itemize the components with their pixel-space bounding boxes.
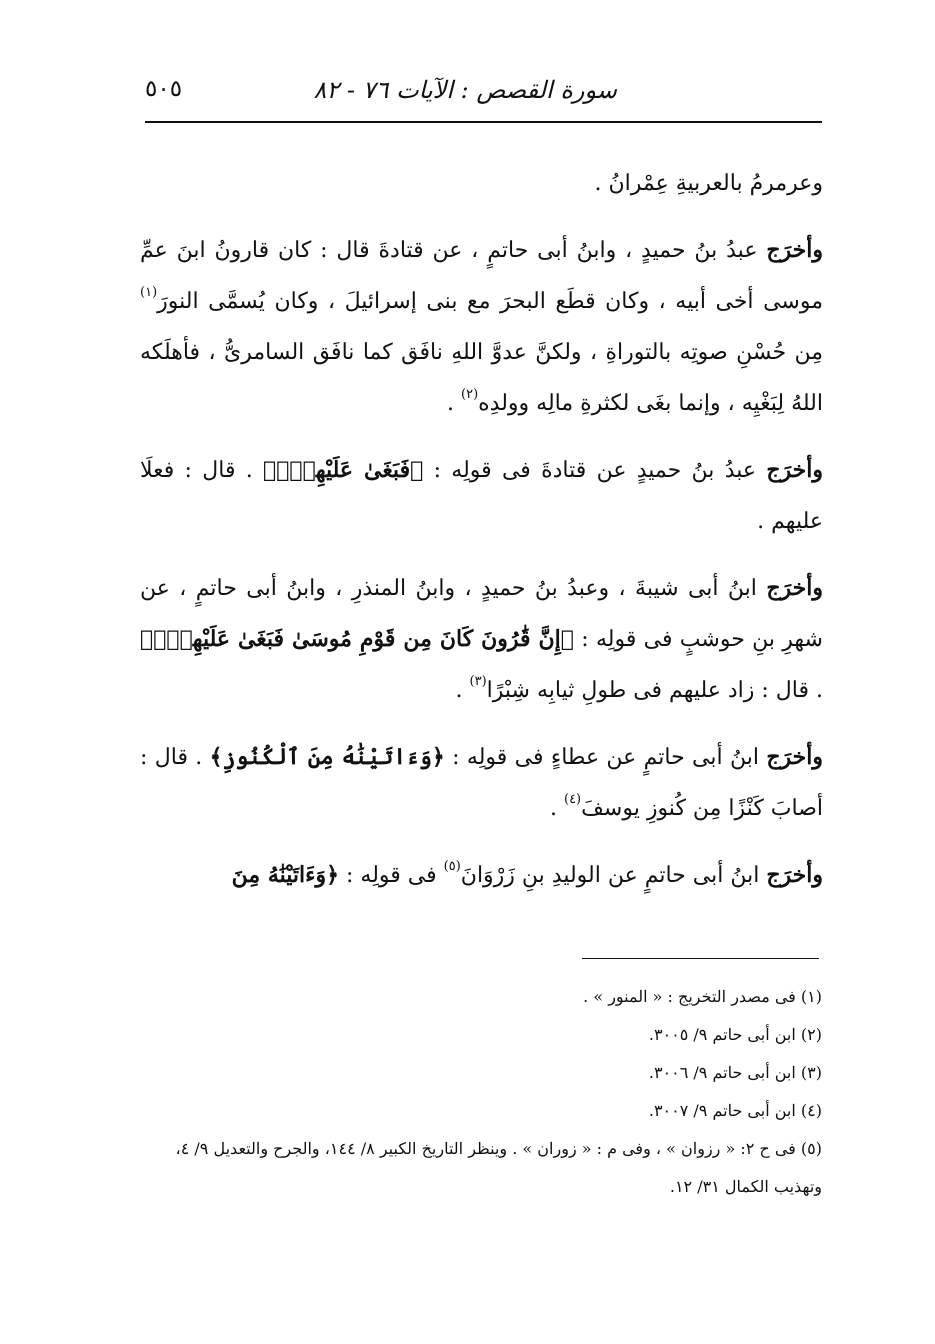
paragraph-text-cont: . قال : فعلَا عليهم . [140,458,823,534]
paragraph-2 [140,225,823,429]
paragraph-3 [140,445,823,547]
header-title: سورة القصص : الآيات ٧٦ - ٨٢ [313,76,617,104]
paragraph-text: ابنُ أبى حاتمٍ عن عطاءٍ فى قولِه : [444,745,767,770]
paragraph-lead: وأخرَج [766,457,823,483]
main-text [140,158,823,917]
footnotes [138,978,822,1206]
paragraph-text: وعرمرمُ بالعربيةِ عِمْرانُ . [594,171,823,196]
paragraph-6 [140,850,823,901]
paragraph-text-end: . [549,796,564,821]
paragraph-lead: وأخرَج [766,237,823,263]
footnote-separator [582,958,819,959]
footnote-ref-1: (١) [140,285,158,300]
paragraph-text-end: . [455,678,470,703]
running-header [145,62,822,118]
paragraph-text-cont: . قال : أصابَ كَنْزًا مِن كُنوزِ يوسفَ [140,745,823,821]
paragraph-text: ابنُ أبى حاتمٍ عن الوليدِ بنِ زَرْوَانَ [460,863,767,888]
footnote-ref-5: (٥) [443,859,461,874]
footnote-3: (٣) ابن أبى حاتم ٩/ ٣٠٠٦. [648,1063,822,1082]
paragraph-text: عبدُ بنُ حميدٍ عن قتادةَ فى قولِه : [423,458,767,483]
paragraph-text-cont: . قال : زاد عليهم فى طولِ ثيابِه شِبْرًا [486,678,823,703]
quran-verse: ﴿وَءَاتَيْنَٰهُ مِنَ ٱلْكُنُوزِ﴾ [209,744,445,770]
quran-verse: ﴿وَءَاتَيْنَٰهُ مِنَ [231,862,340,888]
paragraph-lead: وأخرَج [766,575,823,601]
paragraph-text-end: . [447,391,461,416]
paragraph-text-cont: مِن حُسْنِ صوتِه بالتوراةِ ، ولكنَّ عدوَّ اللهِ نافَق كما نافَق السامرىُّ ، فأهلَكه اللهُ لِبَغْيِه ، وإنما بغَى لكثرةِ مالِه وولدِه [140,340,823,416]
paragraph-lead: وأخرَج [766,744,823,770]
footnote-1: (١) فى مصدر التخريج : « المنور » . [583,987,822,1006]
page-number: ٥٠٥ [145,76,183,102]
footnote-2: (٢) ابن أبى حاتم ٩/ ٣٠٠٥. [648,1025,822,1044]
paragraph-lead: وأخرَج [766,862,823,888]
footnote-5: (٥) فى ح ٢: « رزوان » ، وفى م : « زوران » . وينظر التاريخ الكبير ٨/ ١٤٤، والجرح والتعديل ٩/ ٤، وتهذيب الكمال ٣١/ ١٢. [175,1139,822,1196]
quran-verse: ﴿إِنَّ قَٰرُونَ كَانَ مِن قَوْمِ مُوسَىٰ فَبَغَىٰ عَلَيْهِمْۖ﴾ [140,626,574,652]
paragraph-1 [140,158,823,209]
header-rule [145,121,822,123]
footnote-ref-2: (٢) [461,387,479,402]
footnote-ref-4: (٤) [563,792,582,807]
footnote-ref-3: (٣) [469,674,487,689]
paragraph-text-cont: فى قولِه : [339,863,444,888]
paragraph-4 [140,563,823,716]
quran-verse: ﴿فَبَغَىٰ عَلَيْهِمْۖ﴾ [263,457,424,483]
paragraph-text: ابنُ أبى شيبةَ ، وعبدُ بنُ حميدٍ ، وابنُ المنذرِ ، وابنُ أبى حاتمٍ ، عن شهرِ بنِ حوشبٍ فى قولِه : [140,576,823,652]
paragraph-5 [140,732,823,834]
footnote-4: (٤) ابن أبى حاتم ٩/ ٣٠٠٧. [648,1101,822,1120]
paragraph-text: عبدُ بنُ حميدٍ ، وابنُ أبى حاتمٍ ، عن قتادةَ قال : كان قارونُ ابنَ عمِّ موسى أخى أبيه ، وكان قطَع البحرَ مع بنى إسرائيلَ ، وكان يُسمَّى النورَ [140,238,823,314]
